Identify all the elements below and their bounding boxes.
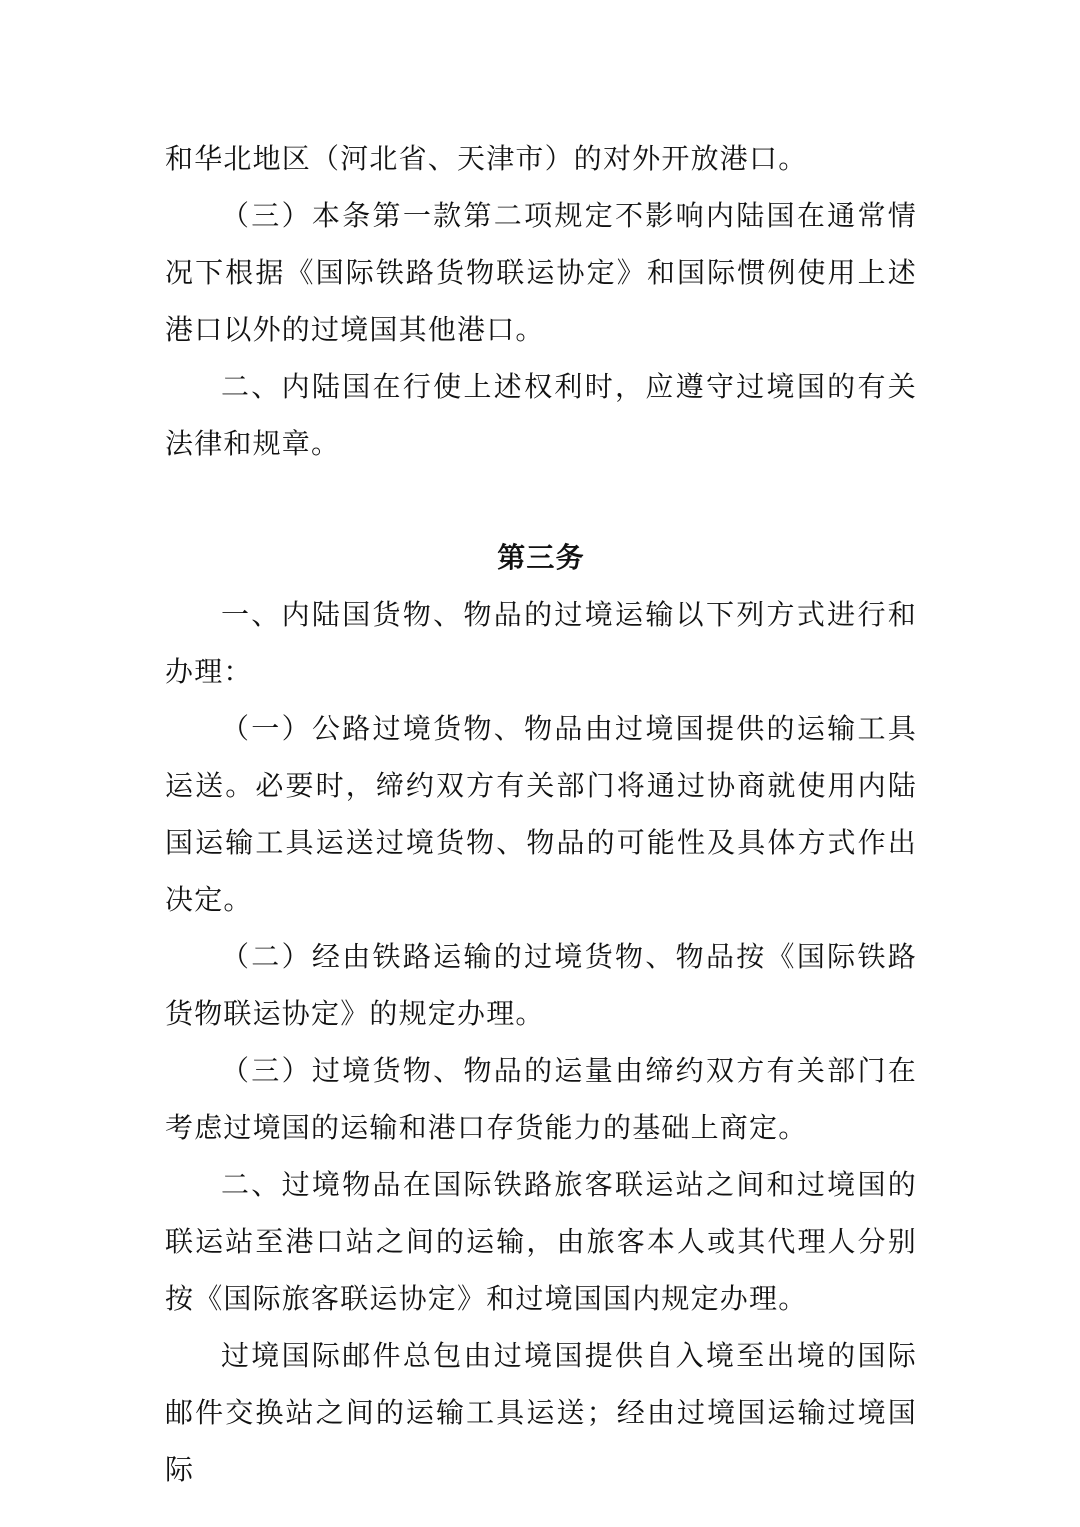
- section-spacer: [165, 472, 917, 529]
- article-heading: 第三务: [497, 541, 585, 574]
- paragraph-continued: 和华北地区（河北省、天津市）的对外开放港口。: [165, 142, 808, 175]
- paragraph-section-1: 一、内陆国货物、物品的过境运输以下列方式进行和办理：: [165, 598, 917, 688]
- paragraph-section-2b: 二、过境物品在国际铁路旅客联运站之间和过境国的联运站至港口站之间的运输，由旅客本人或其代理人分别按《国际旅客联运协定》和过境国国内规定办理。: [165, 1168, 917, 1315]
- paragraph-item-3: （三）过境货物、物品的运量由缔约双方有关部门在考虑过境国的运输和港口存货能力的基础上商定。: [165, 1054, 917, 1144]
- paragraph-item-2: （二）经由铁路运输的过境货物、物品按《国际铁路货物联运协定》的规定办理。: [165, 940, 917, 1030]
- paragraph-item-1: （一）公路过境货物、物品由过境国提供的运输工具运送。必要时，缔约双方有关部门将通过协商就使用内陆国运输工具运送过境货物、物品的可能性及具体方式作出决定。: [165, 712, 917, 916]
- paragraph-clause-3: （三）本条第一款第二项规定不影响内陆国在通常情况下根据《国际铁路货物联运协定》和国际惯例使用上述港口以外的过境国其他港口。: [165, 199, 917, 346]
- paragraph-postal: 过境国际邮件总包由过境国提供自入境至出境的国际邮件交换站之间的运输工具运送；经由过境国运输过境国际: [165, 1339, 917, 1486]
- paragraph-section-2: 二、内陆国在行使上述权利时，应遵守过境国的有关法律和规章。: [165, 370, 917, 460]
- document-body: [165, 130, 917, 1498]
